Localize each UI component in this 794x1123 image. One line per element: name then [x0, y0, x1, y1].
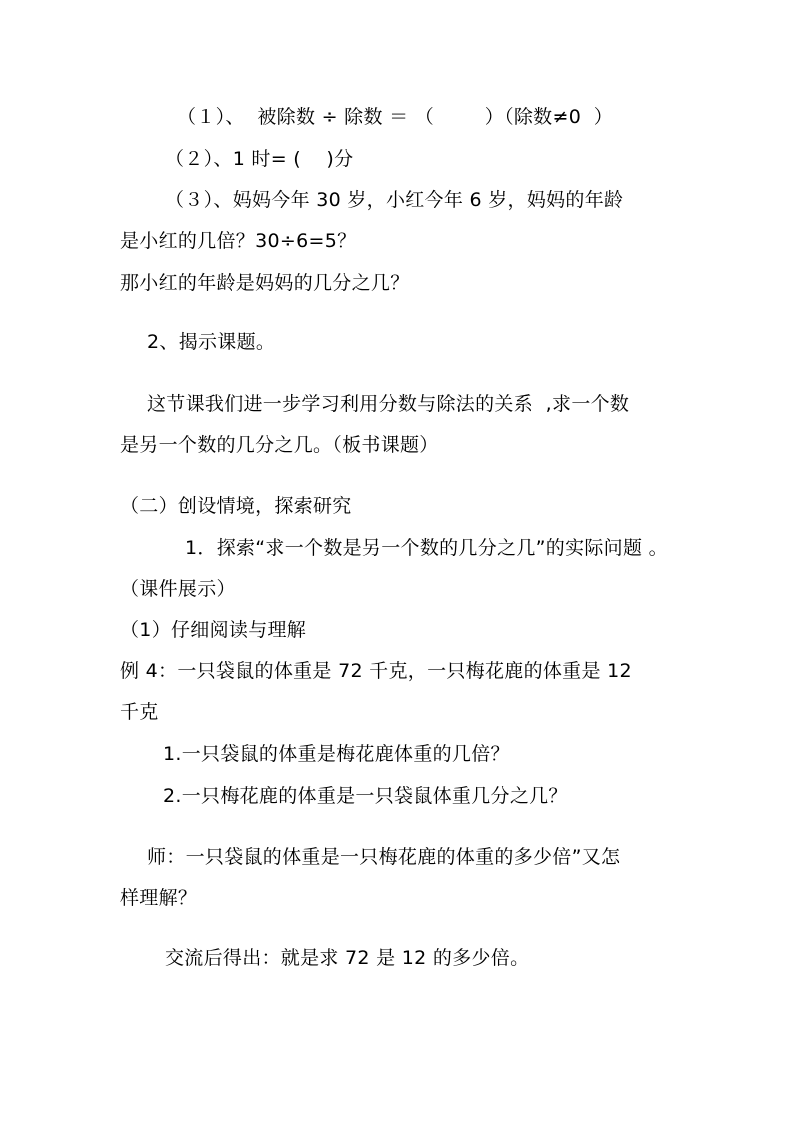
- teacher-line-1: 师：一只袋鼠的体重是一只梅花鹿的体重的多少倍”又怎: [147, 846, 621, 868]
- topic-paragraph-line-2: 是另一个数的几分之几。（板书课题）: [120, 434, 439, 456]
- question-1: 1.一只袋鼠的体重是梅花鹿体重的几倍？: [163, 743, 510, 765]
- question-2: 2.一只梅花鹿的体重是一只袋鼠体重几分之几？: [163, 785, 568, 807]
- review-item-3-line-2: 是小红的几倍？30÷6=5？: [120, 230, 357, 252]
- review-question: 那小红的年龄是妈妈的几分之几？: [120, 272, 410, 294]
- explore-item-1: 1．探索“求一个数是另一个数的几分之几”的实际问题 。: [185, 537, 668, 559]
- section-heading-explore: （二）创设情境，探索研究: [120, 495, 352, 517]
- section-reveal-topic: 2、揭示课题。: [147, 331, 276, 353]
- courseware-note: （课件展示）: [120, 578, 236, 600]
- example-4-line-1: 例 4：一只袋鼠的体重是 72 千克，一只梅花鹿的体重是 12: [120, 660, 632, 682]
- review-item-3-line-1: （３）、妈妈今年 30 岁，小红今年 6 岁，妈妈的年龄: [165, 189, 624, 211]
- conclusion: 交流后得出：就是求 72 是 12 的多少倍。: [165, 947, 530, 969]
- teacher-line-2: 样理解？: [120, 887, 198, 909]
- topic-paragraph-line-1: 这节课我们进一步学习利用分数与除法的关系 ,求一个数: [147, 393, 630, 415]
- review-item-2: （２）、1 时= ( )分: [165, 148, 354, 170]
- subsection-reading: （1）仔细阅读与理解: [120, 619, 307, 641]
- review-item-1: （１）、 被除数 ÷ 除数 ＝ （ ）（除数≠0 ）: [177, 106, 614, 128]
- example-4-line-2: 千克: [120, 701, 159, 723]
